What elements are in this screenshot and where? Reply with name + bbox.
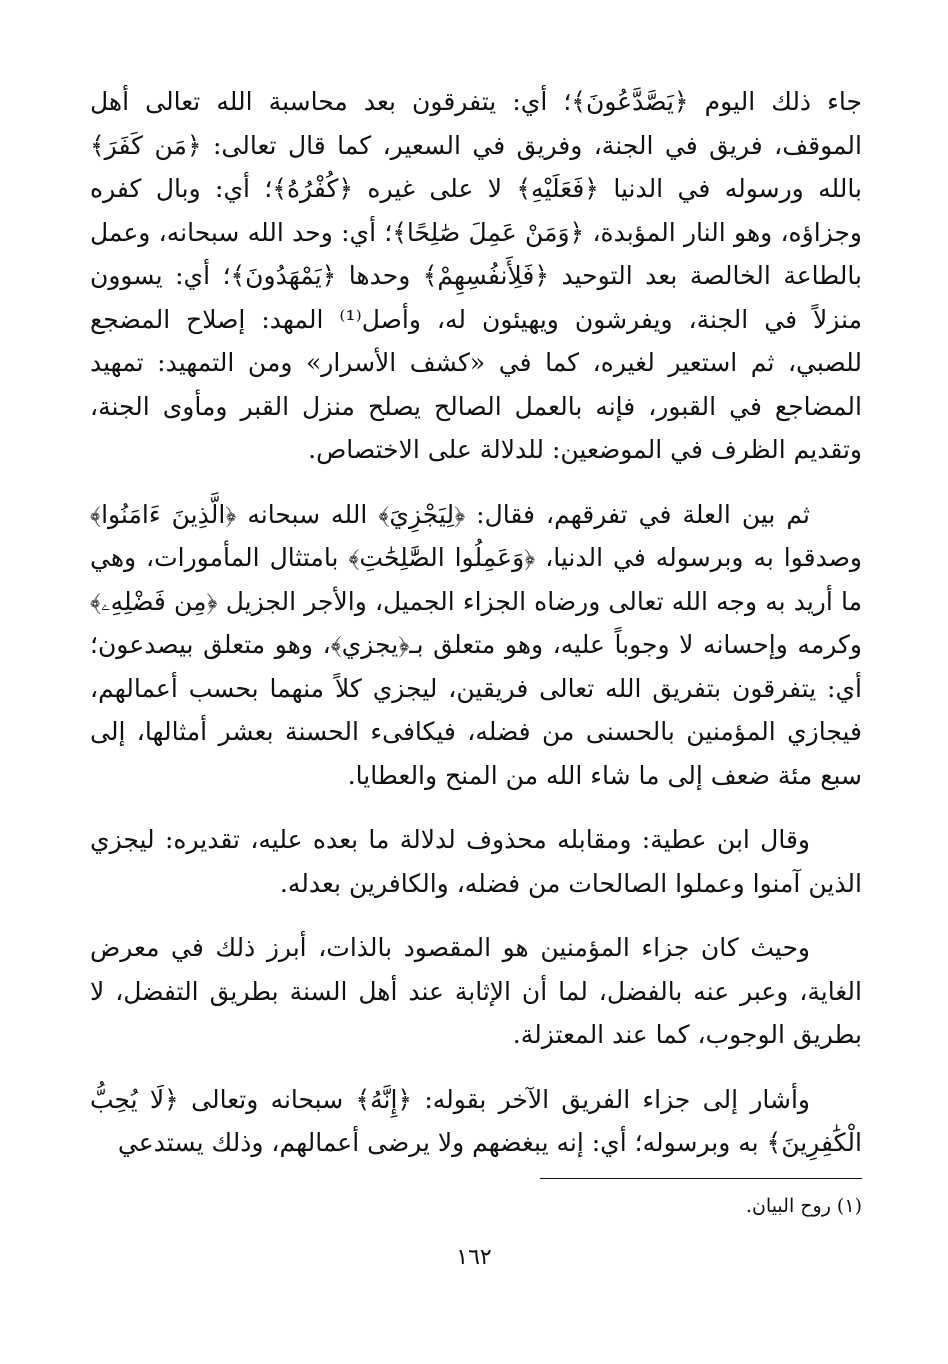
paragraph-4: وحيث كان جزاء المؤمنين هو المقصود بالذات، أبرز ذلك في معرض الغاية، وعبر عنه بالفضل، لما أن الإثابة عند أهل السنة بطريق التفضل، لا بطريق الوجوب، كما عند المعتزلة. <box>90 933 862 1049</box>
paragraph-2: ثم بين العلة في تفرقهم، فقال: ﴿لِيَجْزِيَ﴾ الله سبحانه ﴿الَّذِينَ ءَامَنُوا﴾ وصدقوا به وبرسوله في الدنيا، ﴿وَعَمِلُوا الصَّٰلِحَٰتِ﴾ بامتثال المأمورات، وهي ما أريد به وجه الله تعالى ورضاه الجزاء الجميل، والأجر الجزيل ﴿مِن فَضْلِهِۦ﴾ وكرمه وإحسانه لا وجوباً عليه، وهو متعلق بـ﴿يجزي﴾، وهو متعلق بيصدعون؛ أي: يتفرقون بتفريق الله تعالى فريقين، ليجزي كلاً منهما بحسب أعمالهم، فيجازي المؤمنين بالحسنى من فضله، فيكافىء الحسنة بعشر أمثالها، إلى سبع مئة ضعف إلى ما شاء الله من المنح والعطايا. <box>90 499 862 790</box>
paragraph-5: وأشار إلى جزاء الفريق الآخر بقوله: ﴿إِنَّهُ﴾ سبحانه وتعالى ﴿لَا يُحِبُّ الْكَٰفِرِينَ﴾ به وبرسوله؛ أي: إنه يبغضهم ولا يرضى أعمالهم، وذلك يستدعي <box>90 1084 862 1157</box>
footnote: (١) روح البيان. <box>745 1195 862 1217</box>
main-text <box>90 80 862 1165</box>
paragraph-3: وقال ابن عطية: ومقابله محذوف لدلالة ما بعده عليه، تقديره: ليجزي الذين آمنوا وعملوا الصالحات من فضله، والكافرين بعدله. <box>90 825 862 898</box>
footnote-separator <box>540 1178 862 1179</box>
page-number: ١٦٢ <box>456 1245 492 1270</box>
paragraph-1: جاء ذلك اليوم ﴿يَصَّدَّعُونَ﴾؛ أي: يتفرقون بعد محاسبة الله تعالى أهل الموقف، فريق في الجنة، وفريق في السعير، كما قال تعالى: ﴿مَن كَفَرَ﴾ بالله ورسوله في الدنيا ﴿فَعَلَيْهِ﴾ لا على غيره ﴿كُفْرُهُ﴾؛ أي: وبال كفره وجزاؤه، وهو النار المؤبدة، ﴿وَمَنْ عَمِلَ صَٰلِحًا﴾؛ أي: وحد الله سبحانه، وعمل بالطاعة الخالصة بعد التوحيد ﴿فَلِأَنفُسِهِمْ﴾ وحدها ﴿يَمْهَدُونَ﴾؛ أي: يسوون منزلاً في الجنة، ويفرشون ويهيئون له، وأصل⁽¹⁾ المهد: إصلاح المضجع للصبي، ثم استعير لغيره، كما في «كشف الأسرار» ومن التمهيد: تمهيد المضاجع في القبور، فإنه بالعمل الصالح يصلح منزل القبر ومأوى الجنة، وتقديم الظرف في الموضعين: للدلالة على الاختصاص. <box>90 87 862 464</box>
